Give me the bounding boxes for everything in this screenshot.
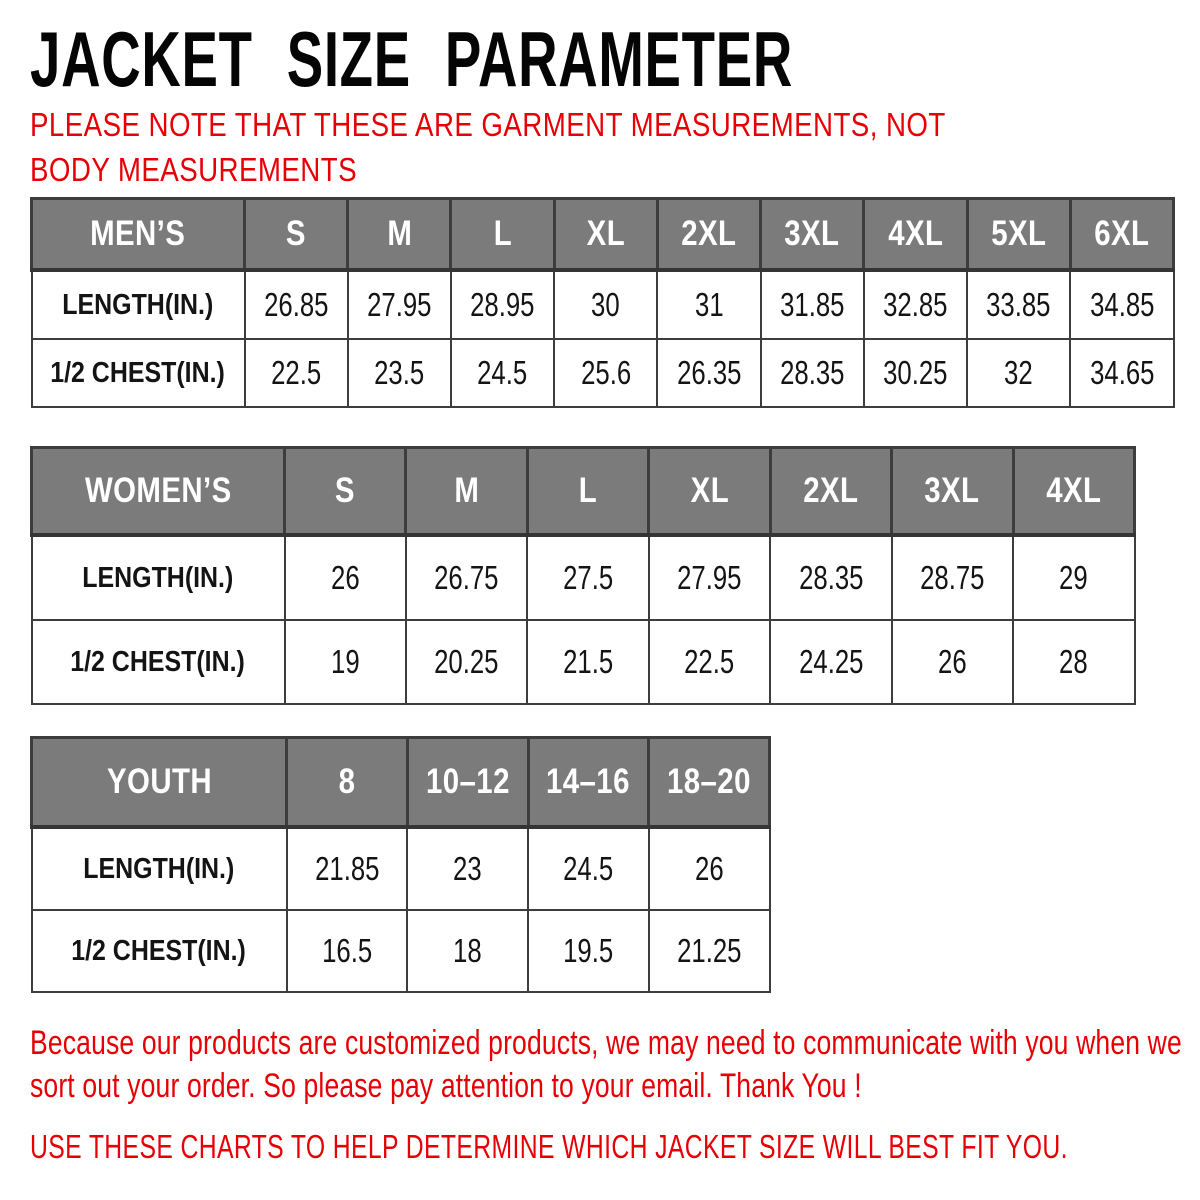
cell-text: 27.95 [677,559,742,596]
page-title-text: JACKET SIZE PARAMETER [30,15,793,103]
size-header-cell [649,738,770,828]
value-cell [528,910,649,992]
size-header-cell [892,448,1013,536]
size-header-cell [527,448,648,536]
size-header-cell [287,738,408,828]
value-cell [406,620,527,704]
value-cell [649,910,770,992]
value-cell [761,339,864,407]
size-header-cell [554,199,657,271]
value-cell [657,270,760,339]
cell-text: 28.75 [920,559,985,596]
chart-usage-hint-text: USE THESE CHARTS TO HELP DETERMINE WHICH JACKET SIZE WILL BEST FIT YOU. [30,1128,1068,1165]
value-cell [649,827,770,910]
cell-text: 28 [1059,643,1089,680]
row-label [32,910,287,992]
size-header-3xl: 3XL [924,471,980,510]
value-cell [245,270,348,339]
cell-text: 26.75 [434,559,499,596]
cell-text: 29 [1059,559,1089,596]
cell-text: 26 [330,559,360,596]
value-cell [1070,339,1173,407]
size-header-cell [451,199,554,271]
size-header-cell [657,199,760,271]
value-cell [245,339,348,407]
size-header-cell [649,448,770,536]
size-header-l: L [493,214,512,253]
cell-text: 19.5 [563,932,614,969]
size-header-5xl: 5XL [991,214,1047,253]
youth-header-row [32,738,770,828]
row-label-text: 1/2 CHEST(IN.) [50,356,226,389]
cell-text: 18 [453,932,482,969]
cell-text: 16.5 [321,932,372,969]
size-header-6xl: 6XL [1094,214,1150,253]
table-row-length [32,270,1174,339]
size-header-l: L [578,471,598,510]
value-cell [451,270,554,339]
row-label-text: 1/2 CHEST(IN.) [70,645,246,678]
value-cell [770,620,891,704]
value-cell [528,827,649,910]
size-header-14-16: 14–16 [546,762,631,801]
size-header-m: M [454,471,480,510]
youth-table-title: YOUTH [106,762,212,801]
mens-table-title-cell [32,199,245,271]
cell-text: 23.5 [374,354,425,391]
page-title [30,15,1120,103]
womens-size-table [30,446,1136,705]
garment-measurement-note-text: PLEASE NOTE THAT THESE ARE GARMENT MEASUREMENTS, NOT BODY MEASUREMENTS [30,106,946,188]
table-row-chest [32,339,1174,407]
cell-text: 31.85 [779,286,845,323]
row-label-text: 1/2 CHEST(IN.) [71,934,247,967]
size-header-m: M [386,214,412,253]
size-header-8: 8 [338,762,356,801]
size-header-s: S [335,471,356,510]
value-cell [287,910,408,992]
table-row-length [32,827,770,910]
cell-text: 26.35 [676,354,742,391]
cell-text: 27.95 [367,286,432,323]
cell-text: 25.6 [580,354,631,391]
size-header-2xl: 2XL [681,214,737,253]
value-cell [657,339,760,407]
row-label-text: LENGTH(IN.) [83,852,235,885]
cell-text: 34.85 [1089,286,1155,323]
cell-text: 19 [330,643,360,680]
youth-table-title-cell [32,738,287,828]
value-cell [287,827,408,910]
table-row-chest [32,910,770,992]
cell-text: 34.65 [1089,354,1155,391]
cell-text: 21.25 [676,932,742,969]
cell-text: 33.85 [986,286,1051,323]
size-header-cell [406,448,527,536]
size-header-cell [770,448,891,536]
value-cell [967,270,1070,339]
cell-text: 24.25 [798,643,864,680]
size-header-2xl: 2XL [803,471,859,510]
row-label [32,339,245,407]
garment-measurement-note [30,102,1150,192]
size-header-cell [348,199,451,271]
size-header-cell [1013,448,1134,536]
size-header-cell [1070,199,1173,271]
mens-table-title: MEN’S [90,214,186,253]
size-header-18-20: 18–20 [667,762,752,801]
cell-text: 24.5 [563,850,614,887]
value-cell [1013,535,1134,620]
cell-text: 30.25 [883,354,948,391]
value-cell [649,535,770,620]
value-cell [864,270,967,339]
cell-text: 26 [937,643,967,680]
size-header-s: S [286,214,307,253]
row-label-text: LENGTH(IN.) [82,561,234,594]
size-header-10-12: 10–12 [425,762,510,801]
cell-text: 21.5 [563,643,614,680]
value-cell [649,620,770,704]
womens-header-row [32,448,1135,536]
value-cell [285,620,406,704]
chart-usage-hint [30,1126,1200,1168]
cell-text: 20.25 [434,643,499,680]
size-header-cell [245,199,348,271]
cell-text: 26 [694,850,724,887]
table-row-chest [32,620,1135,704]
size-header-cell [285,448,406,536]
cell-text: 28.35 [798,559,864,596]
size-header-cell [967,199,1070,271]
cell-text: 27.5 [563,559,614,596]
cell-text: 22.5 [271,354,322,391]
size-header-cell [528,738,649,828]
value-cell [527,620,648,704]
value-cell [406,535,527,620]
customization-notice-text: Because our products are customized products, we may need to communicate with you when we sort out your order. So please pay attention to your email. Thank You ! [30,1024,1182,1105]
cell-text: 30 [591,286,621,323]
value-cell [285,535,406,620]
value-cell [864,339,967,407]
table-row-length [32,535,1135,620]
cell-text: 32 [1004,354,1033,391]
value-cell [770,535,891,620]
mens-size-table [30,197,1175,408]
size-header-xl: XL [586,214,625,253]
value-cell [407,827,528,910]
value-cell [348,270,451,339]
customization-notice [30,1022,1200,1108]
size-header-cell [761,199,864,271]
row-label [32,620,285,704]
size-header-cell [864,199,967,271]
cell-text: 28.95 [470,286,535,323]
cell-text: 21.85 [314,850,380,887]
value-cell [407,910,528,992]
value-cell [348,339,451,407]
value-cell [527,535,648,620]
value-cell [554,270,657,339]
value-cell [554,339,657,407]
cell-text: 31 [694,286,724,323]
mens-header-row [32,199,1174,271]
value-cell [967,339,1070,407]
size-header-3xl: 3XL [784,214,840,253]
womens-table-title: WOMEN’S [84,471,232,510]
row-label [32,535,285,620]
row-label [32,827,287,910]
value-cell [451,339,554,407]
value-cell [892,535,1013,620]
value-cell [761,270,864,339]
size-header-xl: XL [690,471,729,510]
cell-text: 26.85 [263,286,329,323]
cell-text: 28.35 [779,354,845,391]
value-cell [1070,270,1173,339]
row-label [32,270,245,339]
value-cell [892,620,1013,704]
value-cell [1013,620,1134,704]
size-header-4xl: 4XL [1046,471,1102,510]
size-header-cell [407,738,528,828]
cell-text: 23 [453,850,482,887]
row-label-text: LENGTH(IN.) [62,288,214,321]
size-header-4xl: 4XL [887,214,944,253]
cell-text: 24.5 [477,354,528,391]
youth-size-table [30,736,771,993]
cell-text: 22.5 [684,643,735,680]
womens-table-title-cell [32,448,285,536]
cell-text: 32.85 [883,286,948,323]
